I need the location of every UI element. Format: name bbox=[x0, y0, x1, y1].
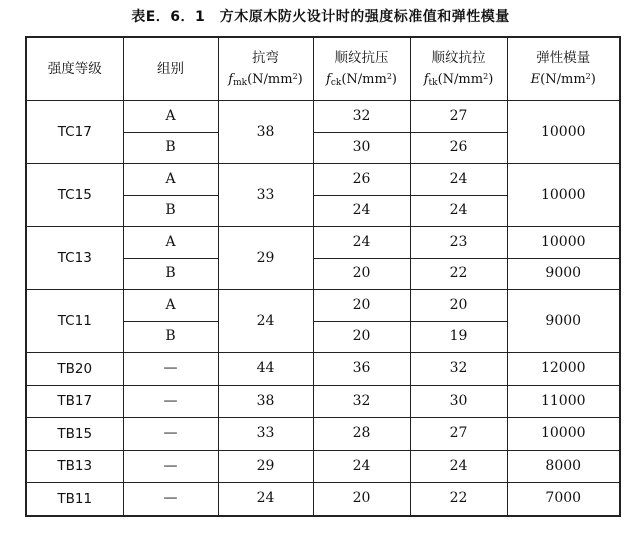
cell-grade: TB17 bbox=[26, 385, 123, 418]
table-caption: 表E．6．1 方木原木防火设计时的强度标准值和弹性模量 bbox=[131, 9, 510, 25]
cell-modulus: 9000 bbox=[507, 290, 620, 353]
cell-compression: 24 bbox=[313, 450, 410, 483]
cell-group: B bbox=[123, 195, 218, 227]
cell-group: B bbox=[123, 132, 218, 164]
cell-grade: TC17 bbox=[26, 101, 123, 164]
header-group: 组别 bbox=[123, 37, 218, 101]
cell-grade: TC13 bbox=[26, 227, 123, 290]
cell-compression: 26 bbox=[313, 164, 410, 196]
cell-grade: TB13 bbox=[26, 450, 123, 483]
cell-modulus: 11000 bbox=[507, 385, 620, 418]
cell-grade: TC15 bbox=[26, 164, 123, 227]
table-row bbox=[26, 450, 620, 483]
header-modulus: 弹性模量 $E(N/mm^2)$ bbox=[507, 37, 620, 101]
cell-tension: 30 bbox=[410, 385, 507, 418]
cell-bending: 33 bbox=[218, 418, 313, 451]
cell-grade: TB20 bbox=[26, 353, 123, 386]
cell-tension: 24 bbox=[410, 450, 507, 483]
cell-tension: 23 bbox=[410, 227, 507, 259]
cell-group: A bbox=[123, 227, 218, 259]
cell-modulus: 10000 bbox=[507, 227, 620, 259]
cell-compression: 36 bbox=[313, 353, 410, 386]
cell-compression: 20 bbox=[313, 258, 410, 290]
header-compression: 顺纹抗压 $f_{ck}(N/mm^2)$ bbox=[313, 37, 410, 101]
cell-tension: 26 bbox=[410, 132, 507, 164]
cell-modulus: 7000 bbox=[507, 483, 620, 516]
cell-bending: 29 bbox=[218, 450, 313, 483]
cell-tension: 27 bbox=[410, 101, 507, 133]
header-row bbox=[26, 37, 620, 101]
table-row bbox=[26, 385, 620, 418]
cell-modulus: 10000 bbox=[507, 418, 620, 451]
cell-modulus: 12000 bbox=[507, 353, 620, 386]
cell-group: A bbox=[123, 290, 218, 322]
cell-compression: 32 bbox=[313, 385, 410, 418]
table-row bbox=[26, 483, 620, 516]
cell-group: — bbox=[123, 385, 218, 418]
table-row bbox=[26, 418, 620, 451]
cell-tension: 22 bbox=[410, 483, 507, 516]
cell-group: A bbox=[123, 164, 218, 196]
cell-compression: 30 bbox=[313, 132, 410, 164]
table-row bbox=[26, 227, 620, 259]
cell-compression: 20 bbox=[313, 483, 410, 516]
cell-group: — bbox=[123, 450, 218, 483]
cell-tension: 20 bbox=[410, 290, 507, 322]
cell-compression: 32 bbox=[313, 101, 410, 133]
table-row bbox=[26, 101, 620, 133]
cell-compression: 20 bbox=[313, 290, 410, 322]
cell-compression: 24 bbox=[313, 227, 410, 259]
cell-bending: 24 bbox=[218, 483, 313, 516]
cell-bending: 29 bbox=[218, 227, 313, 290]
cell-tension: 24 bbox=[410, 164, 507, 196]
cell-tension: 27 bbox=[410, 418, 507, 451]
cell-group: B bbox=[123, 321, 218, 353]
cell-modulus: 8000 bbox=[507, 450, 620, 483]
header-tension: 顺纹抗拉 $f_{tk}(N/mm^2)$ bbox=[410, 37, 507, 101]
cell-group: A bbox=[123, 101, 218, 133]
cell-tension: 19 bbox=[410, 321, 507, 353]
cell-group: — bbox=[123, 483, 218, 516]
cell-tension: 32 bbox=[410, 353, 507, 386]
header-bending: 抗弯 $f_{mk}(N/mm^2)$ bbox=[218, 37, 313, 101]
cell-bending: 44 bbox=[218, 353, 313, 386]
cell-modulus: 9000 bbox=[507, 258, 620, 290]
cell-bending: 33 bbox=[218, 164, 313, 227]
cell-grade: TC11 bbox=[26, 290, 123, 353]
cell-bending: 38 bbox=[218, 101, 313, 164]
header-grade: 强度等级 bbox=[26, 37, 123, 101]
cell-group: — bbox=[123, 418, 218, 451]
cell-tension: 24 bbox=[410, 195, 507, 227]
cell-bending: 24 bbox=[218, 290, 313, 353]
cell-compression: 28 bbox=[313, 418, 410, 451]
table-row bbox=[26, 290, 620, 322]
strength-table bbox=[25, 36, 621, 517]
cell-grade: TB15 bbox=[26, 418, 123, 451]
cell-modulus: 10000 bbox=[507, 101, 620, 164]
cell-group: B bbox=[123, 258, 218, 290]
table-row bbox=[26, 353, 620, 386]
cell-tension: 22 bbox=[410, 258, 507, 290]
cell-bending: 38 bbox=[218, 385, 313, 418]
cell-compression: 20 bbox=[313, 321, 410, 353]
cell-group: — bbox=[123, 353, 218, 386]
cell-compression: 24 bbox=[313, 195, 410, 227]
cell-grade: TB11 bbox=[26, 483, 123, 516]
table-row bbox=[26, 164, 620, 196]
cell-modulus: 10000 bbox=[507, 164, 620, 227]
